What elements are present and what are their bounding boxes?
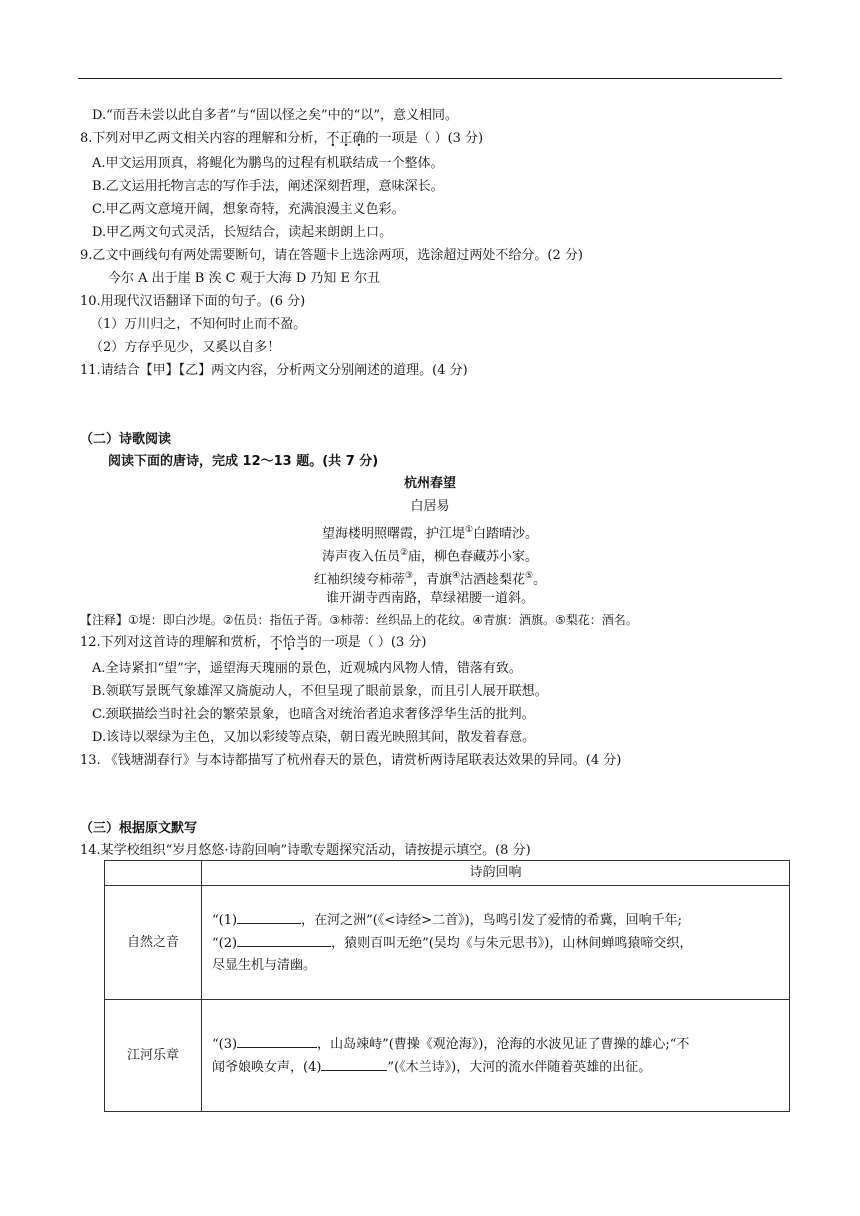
poem-text: ，青旗 [412,572,452,588]
poem-title: 杭州春望 [403,476,456,491]
poem-line-4: 谁开湖寺西南路，草绿裙腰一道斜。 [325,591,534,606]
poetry-intro: 阅读下面的唐诗，完成 12～13 题。(共 7 分) [108,454,379,469]
table-header-row [105,861,790,886]
question-10-item-2: （2）方存乎见少，又奚以自多！ [90,340,281,355]
poem-text: 涛声夜入伍员 [321,549,400,565]
question-9: 9.乙文中画线句有两处需要断句，请在答题卡上选涂两项，选涂超过两处不给分。(2 分) [80,248,583,263]
content-line: 尽显生机与清幽。 [212,957,317,973]
blank-2[interactable] [237,932,331,947]
option-d: D.该诗以翠绿为主色，又加以彩绫等点染，朝日霞光映照其间，散发着春意。 [92,730,536,745]
question-9-sentence: 今尔 A 出于崖 B 涘 C 观于大海 D 乃知 E 尔丑 [108,271,381,286]
option-d: D.甲乙两文句式灵活，长短结合，读起来朗朗上口。 [92,225,393,240]
poem-text: 庙，柳色春藏苏小家。 [408,549,539,565]
text: ，山岛竦峙”(曹操《观沧海》)，沧海的水波见证了曹操的雄心;“不 [317,1036,690,1052]
text: ”(《木兰诗》)，大河的流水伴随着英雄的出征。 [387,1059,652,1075]
option-b: B.乙文运用托物言志的写作手法，阐述深刻哲理，意味深长。 [92,179,444,194]
content-line [212,1033,781,1056]
header-rule [78,78,782,79]
option-a: A.全诗紧扣“望”字，遥望海天瑰丽的景色，近观城内风物人情，错落有致。 [92,661,522,676]
section-title-poetry: （二）诗歌阅读 [80,432,172,447]
footnote-marker: ⑤ [525,571,534,581]
emphasis-char: 当 [295,635,309,650]
text: “(1) [212,912,238,928]
row-label-river: 江河乐章 [105,1000,202,1112]
blank-1[interactable] [237,909,301,924]
content-line [212,932,781,955]
question-10: 10.用现代汉语翻译下面的句子。(6 分) [80,294,306,309]
table-row [105,886,790,1000]
option-a: A.甲文运用顶真，将鲲化为鹏鸟的过程有机联结成一个整体。 [92,156,444,171]
blank-4[interactable] [321,1056,387,1071]
table-header-blank [105,861,202,886]
dictation-table [104,860,790,1112]
row-content-nature [202,886,790,1000]
emphasis-char: 恰 [282,635,296,650]
text: “(2) [212,935,238,951]
option-b: B.领联写景既气象雄浑又旖旎动人，不但呈现了眼前景象，而且引人展开联想。 [92,684,548,699]
poem-text: 白踏晴沙。 [473,526,539,542]
question-8-score: 的一项是（ ）(3 分) [365,131,484,146]
text: “(3) [212,1036,238,1052]
footnote-marker: ③ [404,571,413,581]
question-13: 13. 《钱塘湖春行》与本诗都描写了杭州春天的景色，请赏析两诗尾联表达效果的异同。(4 分) [80,753,622,768]
row-content-river [202,1000,790,1112]
poem-line-2 [0,543,860,567]
content-line [212,909,781,932]
content-line [212,1056,781,1079]
row-label-nature: 自然之音 [105,886,202,1000]
question-10-item-1: （1）万川归之，不知何时止而不盈。 [90,317,307,332]
table-header: 诗韵回响 [202,861,790,886]
poem-author: 白居易 [410,499,450,514]
poem-text: 望海楼明照曙霞，护江堤 [321,526,465,542]
text: ，猿则百叫无绝”(吴均《与朱元思书》)，山林间蝉鸣猿啼交织， [331,935,693,951]
emphasis-char: 不 [269,635,283,650]
footnote-marker: ② [399,548,409,558]
emphasis-char: 确 [352,131,366,146]
poem-notes: 【注释】①堤：即白沙堤。②伍员：指伍子胥。③柿蒂：丝织品上的花纹。④青旗：酒旗。⑤梨花：酒名。 [80,613,638,627]
text: 闻爷娘唤女声，(4) [212,1059,322,1075]
question-12 [80,633,426,653]
table-row [105,1000,790,1112]
option-d-prev: D.“而吾未尝以此自多者”与“固以怪之矣”中的“以”，意义相同。 [92,108,458,123]
question-12-score: 的一项是（ ）(3 分) [308,635,427,650]
question-11: 11.请结合【甲】【乙】两文内容，分析两文分别阐述的道理。(4 分) [80,363,468,378]
text: ，在河之洲”(《<诗经>二首》)，鸟鸣引发了爱情的希冀，回响千年; [301,912,683,928]
question-14: 14.某学校组织“岁月悠悠·诗韵回响”诗歌专题探究活动，请按提示填空。(8 分) [80,843,531,858]
emphasis-char: 不 [326,131,340,146]
question-12-text: 12.下列对这首诗的理解和赏析， [80,635,270,650]
poem-line-3 [0,566,860,590]
option-c: C.颈联描绘当时社会的繁荣景象，也暗含对统治者追求奢侈浮华生活的批判。 [92,707,535,722]
poem-text: 沽酒趁梨花 [460,572,526,588]
section-title-dictation: （三）根据原文默写 [80,821,198,836]
blank-3[interactable] [237,1033,317,1048]
question-8-text: 8.下列对甲乙两文相关内容的理解和分析， [80,131,327,146]
poem-text: 红袖织绫夸柿蒂 [313,572,405,588]
footnote-marker: ① [464,525,474,535]
poem-text: 。 [533,572,547,588]
question-8 [80,129,483,149]
footnote-marker: ④ [451,571,461,581]
option-c: C.甲乙两文意境开阔，想象奇特，充满浪漫主义色彩。 [92,202,405,217]
poem-line-1 [0,520,860,544]
emphasis-char: 正 [339,131,353,146]
